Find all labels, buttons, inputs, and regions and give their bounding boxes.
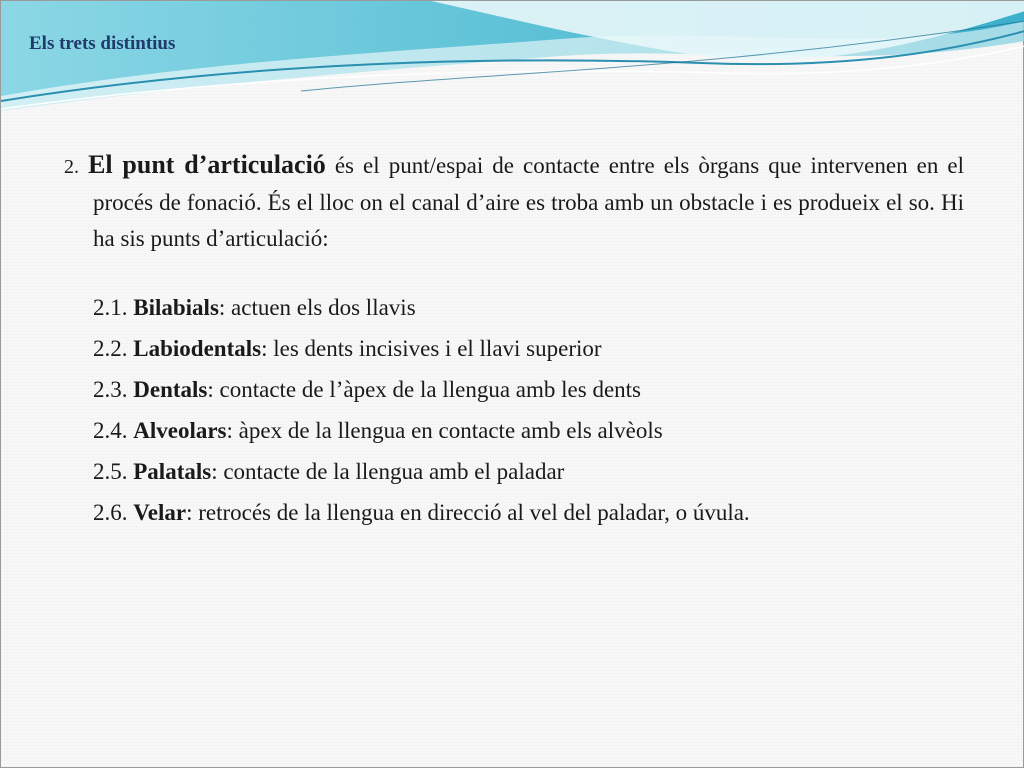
item-number: 2.3. — [93, 377, 134, 402]
articulation-list — [93, 287, 964, 533]
item-term: Labiodentals — [133, 336, 262, 361]
item-text: : les dents incisives i el llavi superior — [261, 336, 602, 361]
item-term: Palatals — [133, 459, 212, 484]
list-item — [93, 328, 964, 369]
item-term: Alveolars — [133, 418, 227, 443]
item-term: Velar — [133, 500, 187, 525]
item-term: Bilabials — [133, 295, 219, 320]
item-text: : contacte de la llengua amb el paladar — [211, 459, 565, 484]
item-number: 2.6. — [93, 500, 134, 525]
intro-text: és el punt/espai de contacte entre els òrgans que intervenen en el procés de fonació. És el lloc on el canal d’aire es troba amb un obstacle i es produeix el so. Hi ha sis punts d’articulació: — [93, 153, 965, 251]
item-number: 2.4. — [93, 418, 134, 443]
list-item — [93, 369, 964, 410]
item-number: 2.5. — [93, 459, 134, 484]
item-number: 2.1. — [93, 295, 134, 320]
intro-term: El punt d’articulació — [88, 150, 326, 179]
item-text: : contacte de l’àpex de la llengua amb les dents — [207, 377, 642, 402]
item-term: Dentals — [133, 377, 208, 402]
intro-paragraph — [64, 147, 964, 257]
list-item — [93, 410, 964, 451]
list-item — [93, 451, 964, 492]
item-text: : àpex de la llengua en contacte amb els alvèols — [226, 418, 663, 443]
slide-title: Els trets distintius — [29, 33, 176, 54]
intro-number: 2. — [64, 156, 79, 178]
item-text: : retrocés de la llengua en direcció al vel del paladar, o úvula. — [186, 500, 750, 525]
item-text: : actuen els dos llavis — [218, 295, 416, 320]
list-item — [93, 492, 964, 533]
item-number: 2.2. — [93, 336, 134, 361]
header-wave-decoration — [1, 1, 1024, 131]
list-item — [93, 287, 964, 328]
slide-content — [64, 147, 964, 533]
